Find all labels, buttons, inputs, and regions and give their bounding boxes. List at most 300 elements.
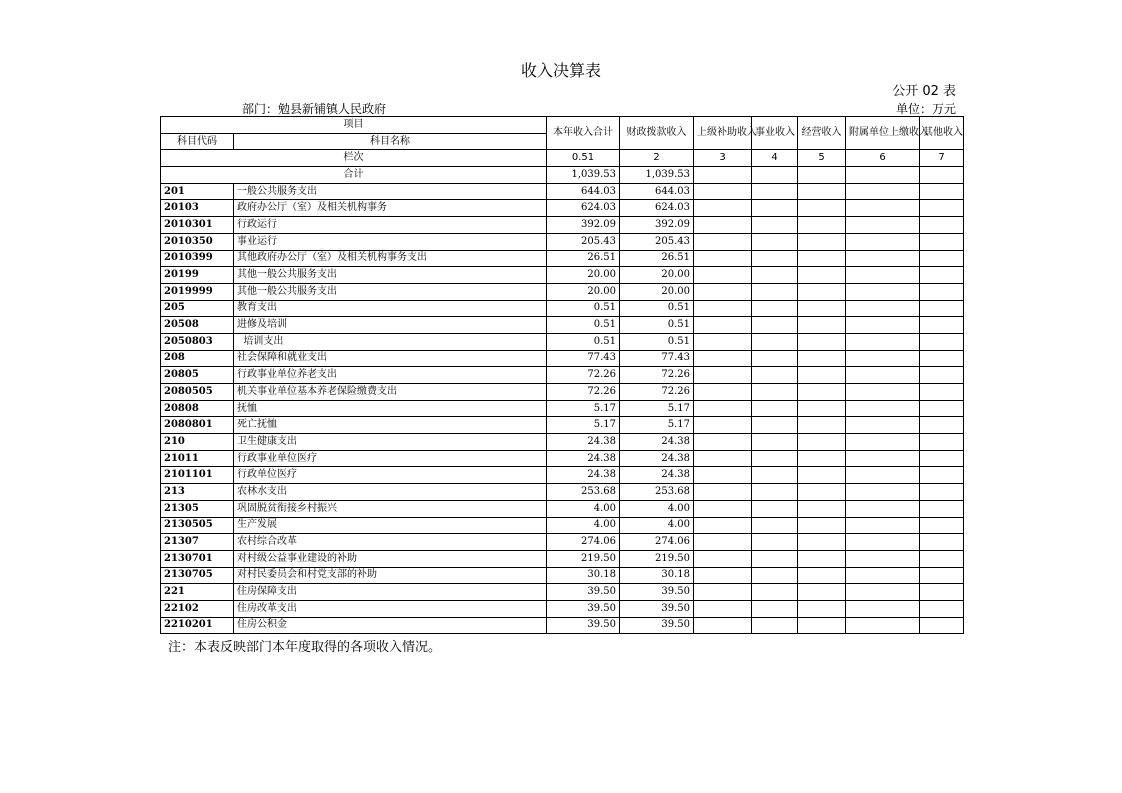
fiscal-cell: 253.68 xyxy=(620,484,694,501)
empty-cell xyxy=(798,400,846,417)
empty-cell xyxy=(798,267,846,284)
total-cell: 4.00 xyxy=(547,517,620,534)
empty-cell xyxy=(694,317,752,334)
name-cell: 卫生健康支出 xyxy=(234,434,547,451)
empty-cell xyxy=(846,500,920,517)
empty-cell xyxy=(752,367,798,384)
empty-cell xyxy=(752,167,798,184)
empty-cell xyxy=(694,267,752,284)
column-number: 5 xyxy=(798,150,846,167)
empty-cell xyxy=(920,500,964,517)
total-cell: 77.43 xyxy=(547,350,620,367)
empty-cell xyxy=(920,283,964,300)
empty-cell xyxy=(752,600,798,617)
code-cell: 20103 xyxy=(161,200,234,217)
empty-cell xyxy=(694,617,752,634)
name-cell: 抚恤 xyxy=(234,400,547,417)
fiscal-cell: 77.43 xyxy=(620,350,694,367)
table-row xyxy=(161,467,964,484)
table-row xyxy=(161,233,964,250)
fiscal-cell: 72.26 xyxy=(620,367,694,384)
column-number: 4 xyxy=(752,150,798,167)
fiscal-cell: 20.00 xyxy=(620,283,694,300)
total-cell: 72.26 xyxy=(547,367,620,384)
fiscal-cell: 0.51 xyxy=(620,317,694,334)
column-number-row xyxy=(161,150,964,167)
name-cell: 行政单位医疗 xyxy=(234,467,547,484)
code-cell: 21011 xyxy=(161,450,234,467)
name-cell: 行政事业单位医疗 xyxy=(234,450,547,467)
header-other: 其他收入 xyxy=(920,117,964,150)
empty-cell xyxy=(846,617,920,634)
empty-cell xyxy=(694,200,752,217)
unit-label: 单位：万元 xyxy=(895,102,956,116)
code-cell: 2080505 xyxy=(161,384,234,401)
table-row xyxy=(161,500,964,517)
total-cell: 392.09 xyxy=(547,217,620,234)
empty-cell xyxy=(920,534,964,551)
code-cell: 20508 xyxy=(161,317,234,334)
empty-cell xyxy=(752,400,798,417)
table-row xyxy=(161,384,964,401)
code-cell: 2080801 xyxy=(161,417,234,434)
name-cell: 住房改革支出 xyxy=(234,600,547,617)
fiscal-cell: 39.50 xyxy=(620,600,694,617)
total-cell: 253.68 xyxy=(547,484,620,501)
fiscal-cell: 26.51 xyxy=(620,250,694,267)
total-cell: 39.50 xyxy=(547,617,620,634)
table-row xyxy=(161,217,964,234)
empty-cell xyxy=(694,600,752,617)
code-cell: 205 xyxy=(161,300,234,317)
fiscal-cell: 644.03 xyxy=(620,183,694,200)
total-cell: 20.00 xyxy=(547,267,620,284)
code-cell: 22102 xyxy=(161,600,234,617)
code-cell: 2101101 xyxy=(161,467,234,484)
fiscal-cell: 274.06 xyxy=(620,534,694,551)
column-number: 0.51 xyxy=(547,150,620,167)
empty-cell xyxy=(752,233,798,250)
empty-cell xyxy=(798,534,846,551)
code-cell: 208 xyxy=(161,350,234,367)
empty-cell xyxy=(694,183,752,200)
fiscal-cell: 30.18 xyxy=(620,567,694,584)
empty-cell xyxy=(846,183,920,200)
empty-cell xyxy=(694,450,752,467)
empty-cell xyxy=(846,200,920,217)
report-title: 收入决算表 xyxy=(520,61,601,80)
empty-cell xyxy=(798,183,846,200)
code-cell: 2010301 xyxy=(161,217,234,234)
empty-cell xyxy=(752,534,798,551)
header-business: 事业收入 xyxy=(752,117,798,150)
total-fiscal-value: 1,039.53 xyxy=(620,167,694,184)
empty-cell xyxy=(920,217,964,234)
header-name: 科目名称 xyxy=(234,133,547,150)
fiscal-cell: 392.09 xyxy=(620,217,694,234)
fiscal-cell: 0.51 xyxy=(620,333,694,350)
code-cell: 2130701 xyxy=(161,550,234,567)
empty-cell xyxy=(752,417,798,434)
fiscal-cell: 624.03 xyxy=(620,200,694,217)
empty-cell xyxy=(846,567,920,584)
empty-cell xyxy=(752,333,798,350)
empty-cell xyxy=(752,200,798,217)
empty-cell xyxy=(846,434,920,451)
header-superior: 上级补助收入 xyxy=(694,117,752,150)
empty-cell xyxy=(846,250,920,267)
empty-cell xyxy=(920,617,964,634)
empty-cell xyxy=(752,384,798,401)
table-row xyxy=(161,300,964,317)
column-number: 6 xyxy=(846,150,920,167)
total-cell: 39.50 xyxy=(547,584,620,601)
fiscal-cell: 39.50 xyxy=(620,617,694,634)
fiscal-cell: 5.17 xyxy=(620,417,694,434)
income-table xyxy=(160,116,964,634)
empty-cell xyxy=(920,550,964,567)
empty-cell xyxy=(752,450,798,467)
empty-cell xyxy=(920,400,964,417)
empty-cell xyxy=(798,550,846,567)
empty-cell xyxy=(694,167,752,184)
empty-cell xyxy=(920,167,964,184)
empty-cell xyxy=(798,217,846,234)
empty-cell xyxy=(920,567,964,584)
empty-cell xyxy=(846,384,920,401)
empty-cell xyxy=(920,300,964,317)
empty-cell xyxy=(920,434,964,451)
fiscal-cell: 20.00 xyxy=(620,267,694,284)
empty-cell xyxy=(920,250,964,267)
total-row xyxy=(161,167,964,184)
total-cell: 0.51 xyxy=(547,333,620,350)
header-item: 项目 xyxy=(161,117,547,134)
empty-cell xyxy=(694,467,752,484)
table-row xyxy=(161,534,964,551)
empty-cell xyxy=(752,267,798,284)
total-cell: 0.51 xyxy=(547,317,620,334)
empty-cell xyxy=(920,233,964,250)
total-cell: 219.50 xyxy=(547,550,620,567)
code-cell: 2010399 xyxy=(161,250,234,267)
table-row xyxy=(161,200,964,217)
footnote: 注：本表反映部门本年度取得的各项收入情况。 xyxy=(168,640,442,655)
empty-cell xyxy=(752,217,798,234)
total-value: 1,039.53 xyxy=(547,167,620,184)
empty-cell xyxy=(752,434,798,451)
fiscal-cell: 72.26 xyxy=(620,384,694,401)
column-number-label: 栏次 xyxy=(161,150,547,167)
empty-cell xyxy=(694,517,752,534)
empty-cell xyxy=(752,350,798,367)
header-affiliated: 附属单位上缴收入 xyxy=(846,117,920,150)
total-cell: 24.38 xyxy=(547,434,620,451)
empty-cell xyxy=(752,550,798,567)
table-row xyxy=(161,400,964,417)
empty-cell xyxy=(920,584,964,601)
name-cell: 培训支出 xyxy=(234,333,547,350)
empty-cell xyxy=(920,467,964,484)
empty-cell xyxy=(798,233,846,250)
empty-cell xyxy=(752,584,798,601)
code-cell: 2010350 xyxy=(161,233,234,250)
empty-cell xyxy=(752,317,798,334)
fiscal-cell: 4.00 xyxy=(620,500,694,517)
empty-cell xyxy=(694,367,752,384)
empty-cell xyxy=(798,467,846,484)
empty-cell xyxy=(846,217,920,234)
fiscal-cell: 24.38 xyxy=(620,467,694,484)
empty-cell xyxy=(798,434,846,451)
empty-cell xyxy=(920,200,964,217)
empty-cell xyxy=(798,500,846,517)
name-cell: 进修及培训 xyxy=(234,317,547,334)
column-number: 7 xyxy=(920,150,964,167)
name-cell: 生产发展 xyxy=(234,517,547,534)
empty-cell xyxy=(846,400,920,417)
empty-cell xyxy=(798,333,846,350)
name-cell: 其他一般公共服务支出 xyxy=(234,283,547,300)
table-row xyxy=(161,550,964,567)
code-cell: 221 xyxy=(161,584,234,601)
empty-cell xyxy=(920,484,964,501)
empty-cell xyxy=(694,283,752,300)
name-cell: 政府办公厅（室）及相关机构事务 xyxy=(234,200,547,217)
empty-cell xyxy=(694,333,752,350)
empty-cell xyxy=(798,300,846,317)
name-cell: 机关事业单位基本养老保险缴费支出 xyxy=(234,384,547,401)
code-cell: 21307 xyxy=(161,534,234,551)
empty-cell xyxy=(798,350,846,367)
fiscal-cell: 219.50 xyxy=(620,550,694,567)
empty-cell xyxy=(846,167,920,184)
empty-cell xyxy=(798,283,846,300)
table-row xyxy=(161,484,964,501)
table-row xyxy=(161,183,964,200)
fiscal-cell: 4.00 xyxy=(620,517,694,534)
table-row xyxy=(161,617,964,634)
header-code: 科目代码 xyxy=(161,133,234,150)
empty-cell xyxy=(846,467,920,484)
empty-cell xyxy=(798,384,846,401)
fiscal-cell: 0.51 xyxy=(620,300,694,317)
empty-cell xyxy=(752,300,798,317)
empty-cell xyxy=(846,283,920,300)
name-cell: 对村民委员会和村党支部的补助 xyxy=(234,567,547,584)
empty-cell xyxy=(920,367,964,384)
empty-cell xyxy=(752,283,798,300)
empty-cell xyxy=(846,300,920,317)
department-label: 部门：勉县新铺镇人民政府 xyxy=(242,102,387,116)
empty-cell xyxy=(752,617,798,634)
empty-cell xyxy=(798,484,846,501)
empty-cell xyxy=(694,567,752,584)
total-cell: 274.06 xyxy=(547,534,620,551)
code-cell: 2210201 xyxy=(161,617,234,634)
table-row xyxy=(161,367,964,384)
total-cell: 205.43 xyxy=(547,233,620,250)
empty-cell xyxy=(694,350,752,367)
empty-cell xyxy=(694,434,752,451)
empty-cell xyxy=(752,567,798,584)
fiscal-cell: 5.17 xyxy=(620,400,694,417)
name-cell: 社会保障和就业支出 xyxy=(234,350,547,367)
name-cell: 一般公共服务支出 xyxy=(234,183,547,200)
table-row xyxy=(161,567,964,584)
name-cell: 教育支出 xyxy=(234,300,547,317)
name-cell: 死亡抚恤 xyxy=(234,417,547,434)
table-row xyxy=(161,283,964,300)
empty-cell xyxy=(846,550,920,567)
empty-cell xyxy=(798,600,846,617)
fiscal-cell: 24.38 xyxy=(620,434,694,451)
empty-cell xyxy=(846,450,920,467)
header-operating: 经营收入 xyxy=(798,117,846,150)
empty-cell xyxy=(798,167,846,184)
empty-cell xyxy=(846,367,920,384)
table-row xyxy=(161,267,964,284)
total-cell: 4.00 xyxy=(547,500,620,517)
empty-cell xyxy=(752,183,798,200)
table-row xyxy=(161,317,964,334)
header-fiscal: 财政拨款收入 xyxy=(620,117,694,150)
empty-cell xyxy=(752,250,798,267)
empty-cell xyxy=(694,384,752,401)
empty-cell xyxy=(798,417,846,434)
empty-cell xyxy=(752,467,798,484)
empty-cell xyxy=(798,584,846,601)
table-row xyxy=(161,450,964,467)
empty-cell xyxy=(846,534,920,551)
table-row xyxy=(161,517,964,534)
empty-cell xyxy=(846,484,920,501)
table-row xyxy=(161,584,964,601)
total-label: 合计 xyxy=(161,167,547,184)
code-cell: 213 xyxy=(161,484,234,501)
empty-cell xyxy=(694,400,752,417)
table-row xyxy=(161,350,964,367)
name-cell: 事业运行 xyxy=(234,233,547,250)
empty-cell xyxy=(694,484,752,501)
code-cell: 2130505 xyxy=(161,517,234,534)
empty-cell xyxy=(798,367,846,384)
code-cell: 2130705 xyxy=(161,567,234,584)
table-row xyxy=(161,600,964,617)
empty-cell xyxy=(846,267,920,284)
name-cell: 其他政府办公厅（室）及相关机构事务支出 xyxy=(234,250,547,267)
empty-cell xyxy=(694,534,752,551)
empty-cell xyxy=(846,417,920,434)
empty-cell xyxy=(694,217,752,234)
name-cell: 住房公积金 xyxy=(234,617,547,634)
code-cell: 210 xyxy=(161,434,234,451)
total-cell: 0.51 xyxy=(547,300,620,317)
total-cell: 20.00 xyxy=(547,283,620,300)
empty-cell xyxy=(846,350,920,367)
empty-cell xyxy=(846,233,920,250)
empty-cell xyxy=(798,450,846,467)
empty-cell xyxy=(752,500,798,517)
column-number: 3 xyxy=(694,150,752,167)
code-cell: 21305 xyxy=(161,500,234,517)
fiscal-cell: 39.50 xyxy=(620,584,694,601)
column-number: 2 xyxy=(620,150,694,167)
total-cell: 24.38 xyxy=(547,467,620,484)
code-cell: 201 xyxy=(161,183,234,200)
empty-cell xyxy=(798,250,846,267)
empty-cell xyxy=(920,384,964,401)
empty-cell xyxy=(798,617,846,634)
total-cell: 5.17 xyxy=(547,417,620,434)
name-cell: 农林水支出 xyxy=(234,484,547,501)
fiscal-cell: 205.43 xyxy=(620,233,694,250)
empty-cell xyxy=(846,584,920,601)
form-number: 公开 02 表 xyxy=(892,84,956,99)
empty-cell xyxy=(752,517,798,534)
empty-cell xyxy=(694,550,752,567)
empty-cell xyxy=(798,517,846,534)
empty-cell xyxy=(798,317,846,334)
empty-cell xyxy=(920,450,964,467)
empty-cell xyxy=(694,233,752,250)
empty-cell xyxy=(846,517,920,534)
code-cell: 20808 xyxy=(161,400,234,417)
empty-cell xyxy=(752,484,798,501)
total-cell: 624.03 xyxy=(547,200,620,217)
table-row xyxy=(161,434,964,451)
name-cell: 行政运行 xyxy=(234,217,547,234)
empty-cell xyxy=(920,517,964,534)
total-cell: 26.51 xyxy=(547,250,620,267)
empty-cell xyxy=(694,250,752,267)
header-total: 本年收入合计 xyxy=(547,117,620,150)
empty-cell xyxy=(798,567,846,584)
table-row xyxy=(161,333,964,350)
empty-cell xyxy=(694,300,752,317)
empty-cell xyxy=(846,333,920,350)
table-row xyxy=(161,417,964,434)
name-cell: 住房保障支出 xyxy=(234,584,547,601)
empty-cell xyxy=(846,317,920,334)
code-cell: 20805 xyxy=(161,367,234,384)
empty-cell xyxy=(846,600,920,617)
code-cell: 20199 xyxy=(161,267,234,284)
empty-cell xyxy=(694,584,752,601)
total-cell: 30.18 xyxy=(547,567,620,584)
empty-cell xyxy=(920,417,964,434)
fiscal-cell: 24.38 xyxy=(620,450,694,467)
empty-cell xyxy=(920,317,964,334)
name-cell: 行政事业单位养老支出 xyxy=(234,367,547,384)
code-cell: 2019999 xyxy=(161,283,234,300)
table-row xyxy=(161,250,964,267)
name-cell: 巩固脱贫衔接乡村振兴 xyxy=(234,500,547,517)
empty-cell xyxy=(920,600,964,617)
name-cell: 其他一般公共服务支出 xyxy=(234,267,547,284)
empty-cell xyxy=(920,333,964,350)
code-cell: 2050803 xyxy=(161,333,234,350)
empty-cell xyxy=(920,183,964,200)
name-cell: 对村级公益事业建设的补助 xyxy=(234,550,547,567)
total-cell: 644.03 xyxy=(547,183,620,200)
empty-cell xyxy=(694,500,752,517)
total-cell: 39.50 xyxy=(547,600,620,617)
empty-cell xyxy=(920,267,964,284)
total-cell: 24.38 xyxy=(547,450,620,467)
empty-cell xyxy=(798,200,846,217)
empty-cell xyxy=(920,350,964,367)
